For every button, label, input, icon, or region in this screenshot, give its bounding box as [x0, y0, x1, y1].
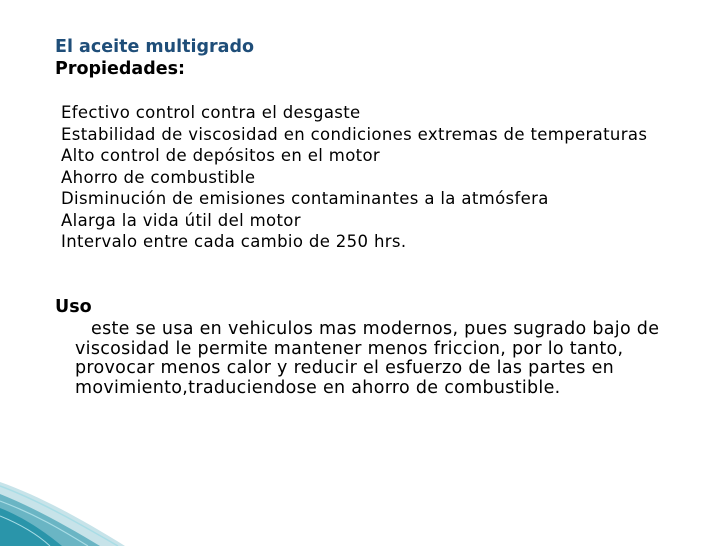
slide-title: El aceite multigrado — [55, 37, 254, 57]
uso-heading: Uso — [55, 297, 92, 317]
list-item: Alarga la vida útil del motor — [61, 210, 301, 230]
list-item: Alto control de depósitos en el motor — [61, 146, 381, 165]
list-item: Intervalo entre cada cambio de 250 hrs. — [61, 232, 407, 251]
list-item: Ahorro de combustible — [61, 167, 256, 187]
uso-paragraph: este se usa en vehiculos mas modernos, pues sugrado bajo de viscosidad le permite mantener menos friccion, por lo tanto, provocar menos calor y reducir el esfuerzo de las partes en movimiento,traduciendose en ahorro de combustible. — [75, 319, 660, 398]
list-item: Disminución de emisiones contaminantes a la atmósfera — [61, 189, 549, 208]
list-item: Estabilidad de viscosidad en condiciones extremas de temperaturas — [61, 124, 648, 144]
list-item: Efectivo control contra el desgaste — [61, 103, 361, 122]
properties-heading: Propiedades: — [55, 59, 186, 79]
properties-list — [61, 102, 701, 253]
corner-wave-decoration — [0, 446, 140, 546]
